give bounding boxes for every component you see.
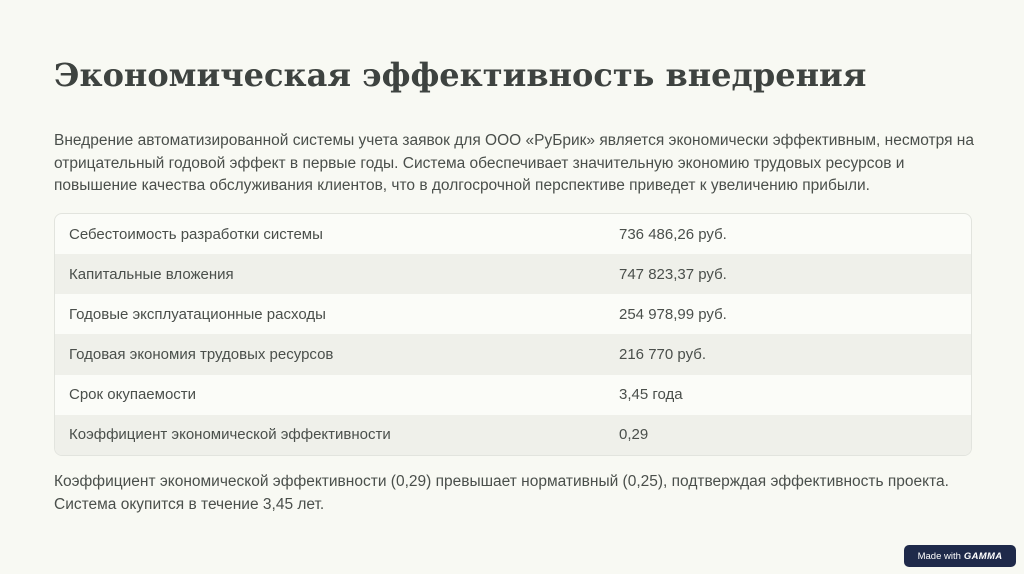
table-row (55, 415, 971, 455)
row-label: Себестоимость разработки системы (69, 225, 323, 243)
row-value: 736 486,26 руб. (619, 225, 727, 243)
row-label: Годовая экономия трудовых ресурсов (69, 346, 334, 364)
row-label: Срок окупаемости (69, 386, 197, 404)
slide-title: Экономическая эффективность внедрения (54, 56, 867, 94)
row-value: 747 823,37 руб. (619, 265, 727, 283)
made-with-gamma-badge[interactable] (904, 545, 1016, 567)
metrics-table (54, 213, 972, 456)
table-row (55, 214, 971, 254)
gamma-logo: GAMMA (963, 550, 1003, 562)
conclusion-paragraph: Коэффициент экономической эффективности (0,29) превышает нормативный (0,25), подтверждая эффективность проекта. Система окупится в течение 3,45 лет. (54, 473, 949, 513)
row-label: Годовые эксплуатационные расходы (69, 305, 326, 323)
row-value: 0,29 (619, 426, 649, 444)
badge-prefix: Made with (917, 550, 961, 562)
table-row (55, 254, 971, 294)
row-value: 254 978,99 руб. (619, 305, 727, 323)
row-value: 216 770 руб. (619, 346, 706, 364)
row-label: Коэффициент экономической эффективности (69, 426, 391, 444)
row-label: Капитальные вложения (69, 265, 234, 283)
table-row (55, 294, 971, 334)
table-row (55, 334, 971, 374)
intro-paragraph: Внедрение автоматизированной системы учета заявок для ООО «РуБрик» является экономически эффективным, несмотря на отрицательный годовой эффект в первые годы. Система обеспечивает значительную экономию трудовых ресурсов и повышение качества обслуживания клиентов, что в долгосрочной перспективе приведет к увеличению прибыли. (54, 132, 974, 194)
row-value: 3,45 года (619, 386, 683, 404)
table-row (55, 375, 971, 415)
